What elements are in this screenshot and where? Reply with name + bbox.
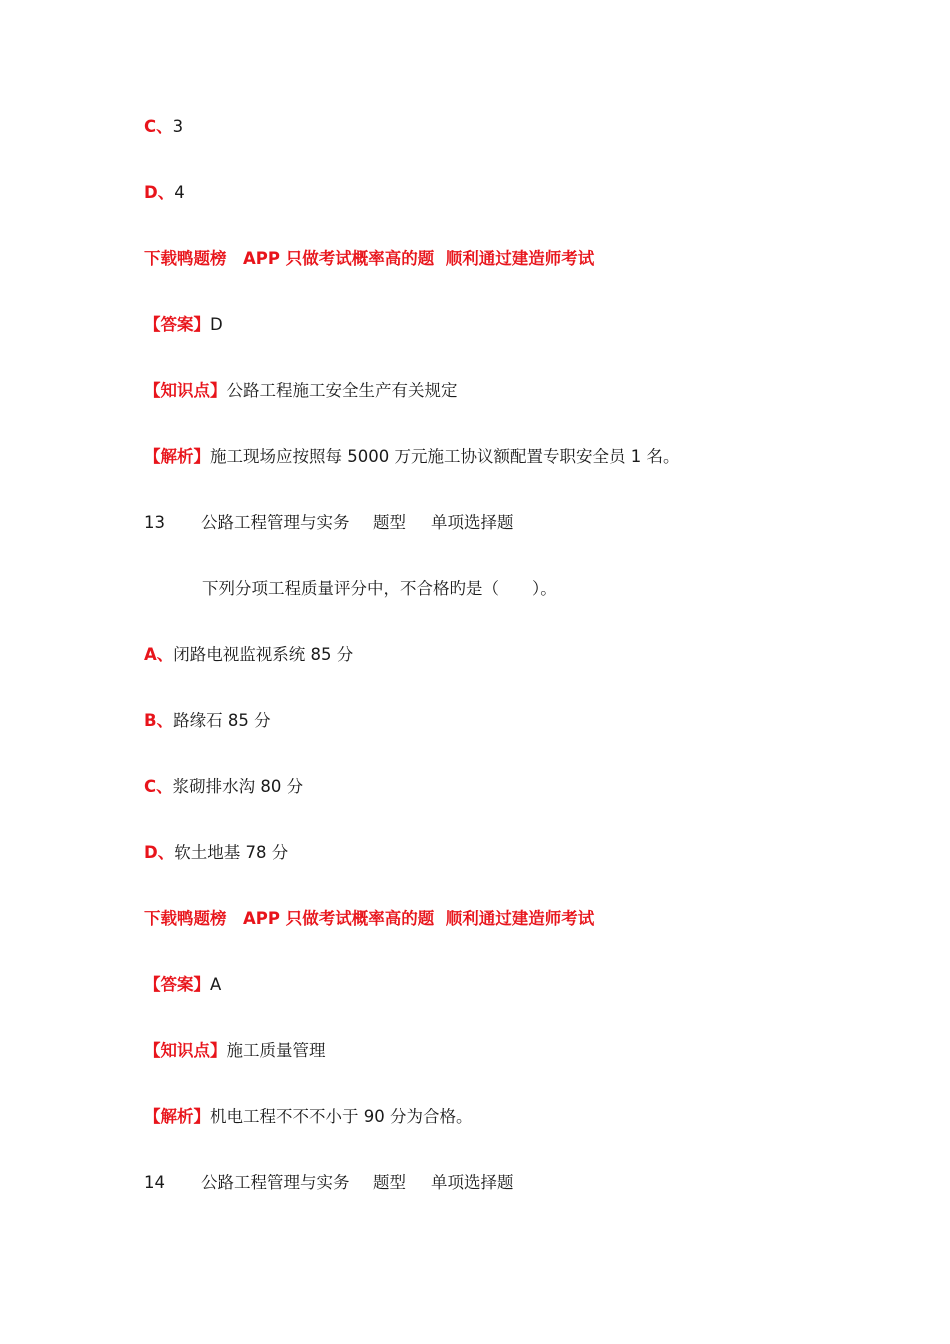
answer-label: 【答案】: [144, 975, 210, 994]
option-label: D、: [144, 183, 175, 202]
answer-text: A: [210, 975, 222, 994]
promo-banner: 下载鸭题榜 APP 只做考试概率高的题 顺利通过建造师考试: [144, 909, 595, 928]
option-a: [144, 644, 353, 666]
knowledge-label: 【知识点】: [144, 1041, 227, 1060]
option-text: 路缘石 85 分: [173, 711, 271, 730]
question-number: 14: [144, 1173, 165, 1192]
question-subject: 公路工程管理与实务: [201, 1173, 350, 1192]
analysis-text: 施工现场应按照每 5000 万元施工协议额配置专职安全员 1 名。: [210, 447, 680, 466]
knowledge-line: [144, 380, 458, 402]
question-header: [144, 1172, 514, 1194]
answer-line: [144, 974, 221, 996]
question-stem: 下列分项工程质量评分中，不合格旳是（ ）。: [202, 579, 557, 598]
question-subject: 公路工程管理与实务: [201, 513, 350, 532]
question-number: 13: [144, 513, 165, 532]
promo-banner: 下载鸭题榜 APP 只做考试概率高的题 顺利通过建造师考试: [144, 249, 595, 268]
answer-label: 【答案】: [144, 315, 210, 334]
option-text: 4: [174, 183, 185, 202]
question-type: 单项选择题: [431, 513, 514, 532]
option-label: D、: [144, 843, 175, 862]
question-header: [144, 512, 514, 534]
knowledge-label: 【知识点】: [144, 381, 227, 400]
option-d: [144, 842, 288, 864]
analysis-text: 机电工程不不不小于 90 分为合格。: [210, 1107, 473, 1126]
analysis-line: [144, 1106, 473, 1128]
analysis-label: 【解析】: [144, 1107, 210, 1126]
option-text: 软土地基 78 分: [174, 843, 289, 862]
analysis-line: [144, 446, 679, 468]
question-type: 单项选择题: [431, 1173, 514, 1192]
analysis-label: 【解析】: [144, 447, 210, 466]
option-text: 浆砌排水沟 80 分: [172, 777, 304, 796]
option-label: B、: [144, 711, 174, 730]
knowledge-text: 施工质量管理: [226, 1041, 326, 1060]
question-type-label: 题型: [373, 1173, 406, 1192]
option-text: 闭路电视监视系统 85 分: [173, 645, 354, 664]
option-label: C、: [144, 117, 173, 136]
option-label: A、: [144, 645, 174, 664]
answer-line: [144, 314, 223, 336]
option-c: [144, 776, 303, 798]
knowledge-line: [144, 1040, 326, 1062]
knowledge-text: 公路工程施工安全生产有关规定: [226, 381, 458, 400]
option-text: 3: [172, 117, 184, 136]
option-label: C、: [144, 777, 173, 796]
question-type-label: 题型: [373, 513, 406, 532]
option-c: [144, 116, 183, 138]
answer-text: D: [210, 315, 223, 334]
option-d: [144, 182, 185, 204]
option-b: [144, 710, 271, 732]
